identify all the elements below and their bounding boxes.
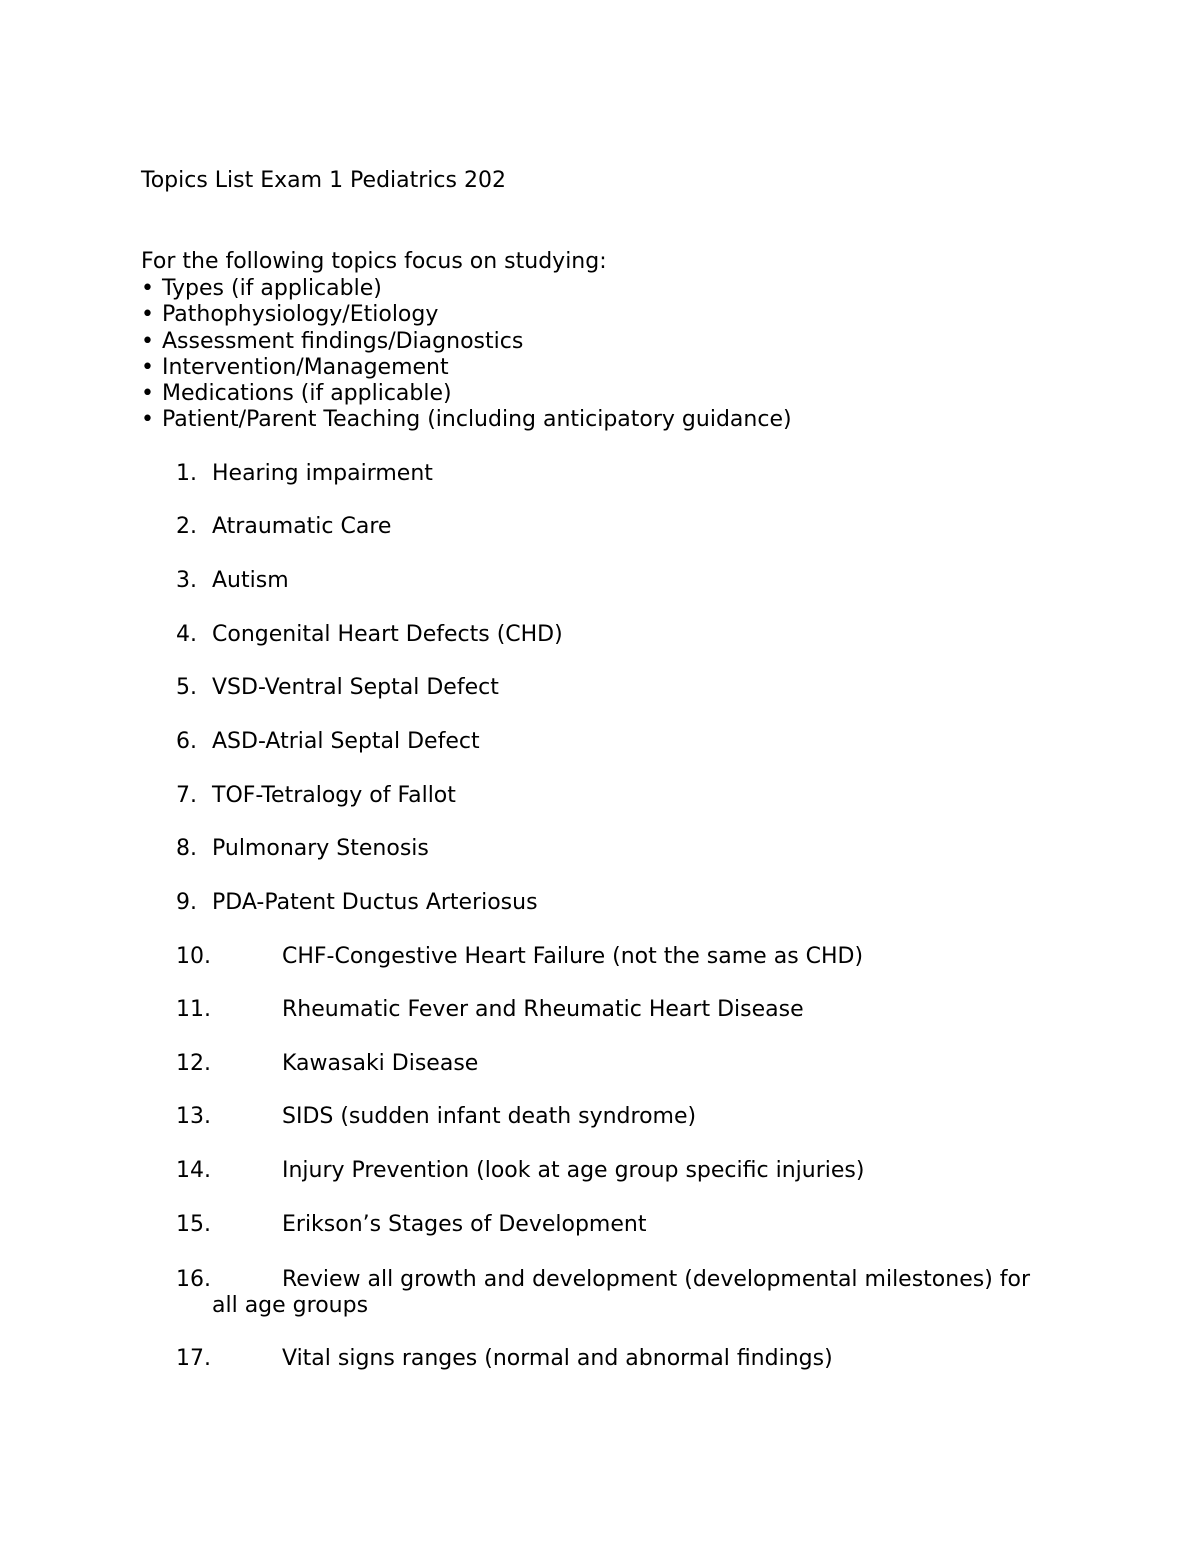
topic-number: 6. [176, 729, 197, 754]
list-item [141, 355, 792, 381]
list-item [141, 329, 792, 355]
topic-number: 2. [176, 514, 197, 539]
topic-label: CHF-Congestive Heart Failure (not the same as CHD) [282, 944, 864, 969]
document-title: Topics List Exam 1 Pediatrics 202 [141, 168, 506, 193]
topic-label: Vital signs ranges (normal and abnormal findings) [282, 1346, 833, 1371]
topic-number: 14. [176, 1158, 211, 1183]
topic-label: TOF-Tetralogy of Fallot [212, 783, 456, 808]
topic-label: PDA-Patent Ductus Arteriosus [212, 890, 538, 915]
bullet-icon: • [141, 407, 154, 433]
topic-label: Pulmonary Stenosis [212, 836, 429, 861]
topic-label: Atraumatic Care [212, 514, 392, 539]
list-item [141, 276, 792, 302]
topic-label: Rheumatic Fever and Rheumatic Heart Disease [282, 997, 804, 1022]
topic-number: 5. [176, 675, 197, 700]
topic-label: SIDS (sudden infant death syndrome) [282, 1104, 697, 1129]
bullet-text: Assessment findings/Diagnostics [162, 328, 524, 354]
topic-label: Review all growth and development (developmental milestones) for [282, 1267, 1031, 1292]
topic-label: Hearing impairment [212, 461, 433, 486]
topic-number: 8. [176, 836, 197, 861]
bullet-text: Types (if applicable) [162, 276, 382, 301]
topic-number: 16. [176, 1267, 211, 1292]
focus-bullet-list [141, 276, 792, 434]
topic-label: Kawasaki Disease [282, 1051, 479, 1076]
topic-label: ASD-Atrial Septal Defect [212, 729, 480, 754]
bullet-text: Pathophysiology/Etiology [162, 302, 439, 328]
topic-label-continuation: all age groups [212, 1293, 369, 1318]
topic-number: 9. [176, 890, 197, 915]
topic-number: 13. [176, 1104, 211, 1129]
topic-number: 10. [176, 944, 211, 969]
topic-number: 17. [176, 1346, 211, 1371]
bullet-icon: • [141, 381, 154, 407]
topic-number: 12. [176, 1051, 211, 1076]
topic-label: VSD-Ventral Septal Defect [212, 675, 499, 700]
bullet-icon: • [141, 354, 154, 380]
topic-number: 3. [176, 568, 197, 593]
topic-label: Erikson’s Stages of Development [282, 1212, 647, 1237]
bullet-icon: • [141, 276, 154, 301]
topic-number: 4. [176, 622, 197, 647]
topic-label: Autism [212, 568, 289, 593]
bullet-icon: • [141, 302, 154, 328]
topic-label: Injury Prevention (look at age group specific injuries) [282, 1158, 865, 1183]
topic-number: 1. [176, 461, 197, 486]
list-item [141, 302, 792, 328]
topic-number: 7. [176, 783, 197, 808]
topic-number: 15. [176, 1212, 211, 1237]
topic-number: 11. [176, 997, 211, 1022]
intro-text: For the following topics focus on studying: [141, 249, 607, 274]
bullet-text: Intervention/Management [162, 354, 449, 380]
bullet-icon: • [141, 328, 154, 354]
bullet-text: Medications (if applicable) [162, 381, 452, 407]
list-item [141, 407, 792, 433]
bullet-text: Patient/Parent Teaching (including anticipatory guidance) [162, 407, 792, 433]
list-item [141, 381, 792, 407]
topic-label: Congenital Heart Defects (CHD) [212, 622, 563, 647]
